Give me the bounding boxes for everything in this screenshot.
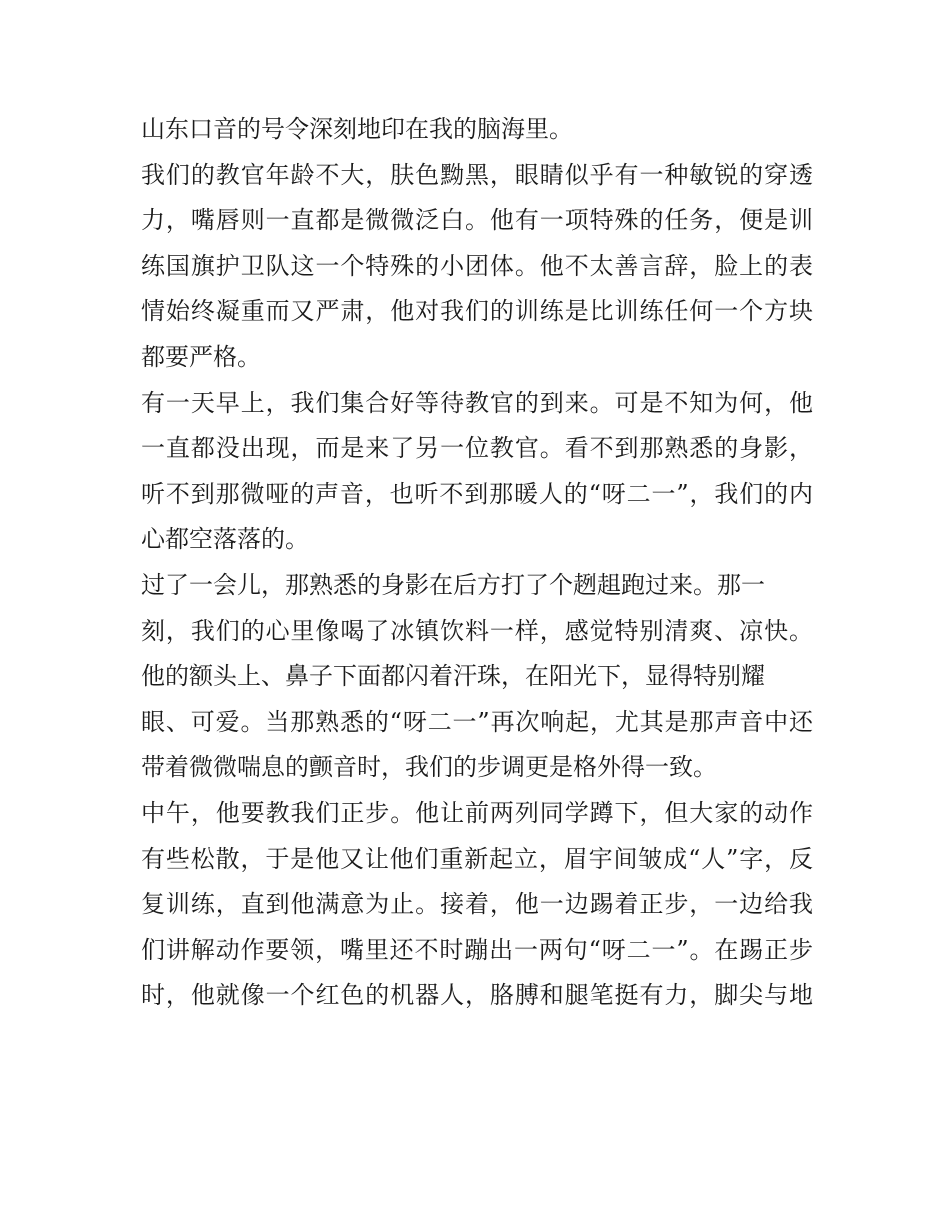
text-line: 一直都没出现，而是来了另一位教官。看不到那熟悉的身影， <box>141 434 813 463</box>
text-line: 时，他就像一个红色的机器人，胳膊和腿笔挺有力，脚尖与地 <box>141 981 813 1010</box>
body-text <box>141 107 813 1019</box>
text-line: 们讲解动作要领，嘴里还不时蹦出一两句“呀二一”。在踢正步 <box>141 935 813 964</box>
text-line: 练国旗护卫队这一个特殊的小团体。他不太善言辞，脸上的表 <box>141 251 813 280</box>
text-line: 情始终凝重而又严肃，他对我们的训练是比训练任何一个方块 <box>141 297 813 326</box>
text-line: 心都空落落的。 <box>141 525 309 554</box>
text-line: 都要严格。 <box>141 342 261 371</box>
text-line: 带着微微喘息的颤音时，我们的步调更是格外得一致。 <box>141 753 717 782</box>
text-line: 力，嘴唇则一直都是微微泛白。他有一项特殊的任务，便是训 <box>141 206 813 235</box>
text-line: 中午，他要教我们正步。他让前两列同学蹲下，但大家的动作 <box>141 798 813 827</box>
text-line: 听不到那微哑的声音，也听不到那暖人的“呀二一”，我们的内 <box>141 479 813 508</box>
text-line: 有一天早上，我们集合好等待教官的到来。可是不知为何，他 <box>141 388 813 417</box>
text-line: 山东口音的号令深刻地印在我的脑海里。 <box>141 115 573 143</box>
text-line: 复训练，直到他满意为止。接着，他一边踢着正步，一边给我 <box>141 890 813 919</box>
text-line: 过了一会儿，那熟悉的身影在后方打了个趔趄跑过来。那一 <box>141 570 765 599</box>
text-line: 我们的教官年龄不大，肤色黝黑，眼睛似乎有一种敏锐的穿透 <box>141 160 813 189</box>
text-line: 刻，我们的心里像喝了冰镇饮料一样，感觉特别清爽、凉快。 <box>141 616 813 645</box>
text-line: 有些松散，于是他又让他们重新起立，眉宇间皱成“人”字，反 <box>141 844 813 873</box>
text-line: 他的额头上、鼻子下面都闪着汗珠，在阳光下，显得特别耀 <box>141 662 765 691</box>
text-line: 眼、可爱。当那熟悉的“呀二一”再次响起，尤其是那声音中还 <box>141 707 813 736</box>
